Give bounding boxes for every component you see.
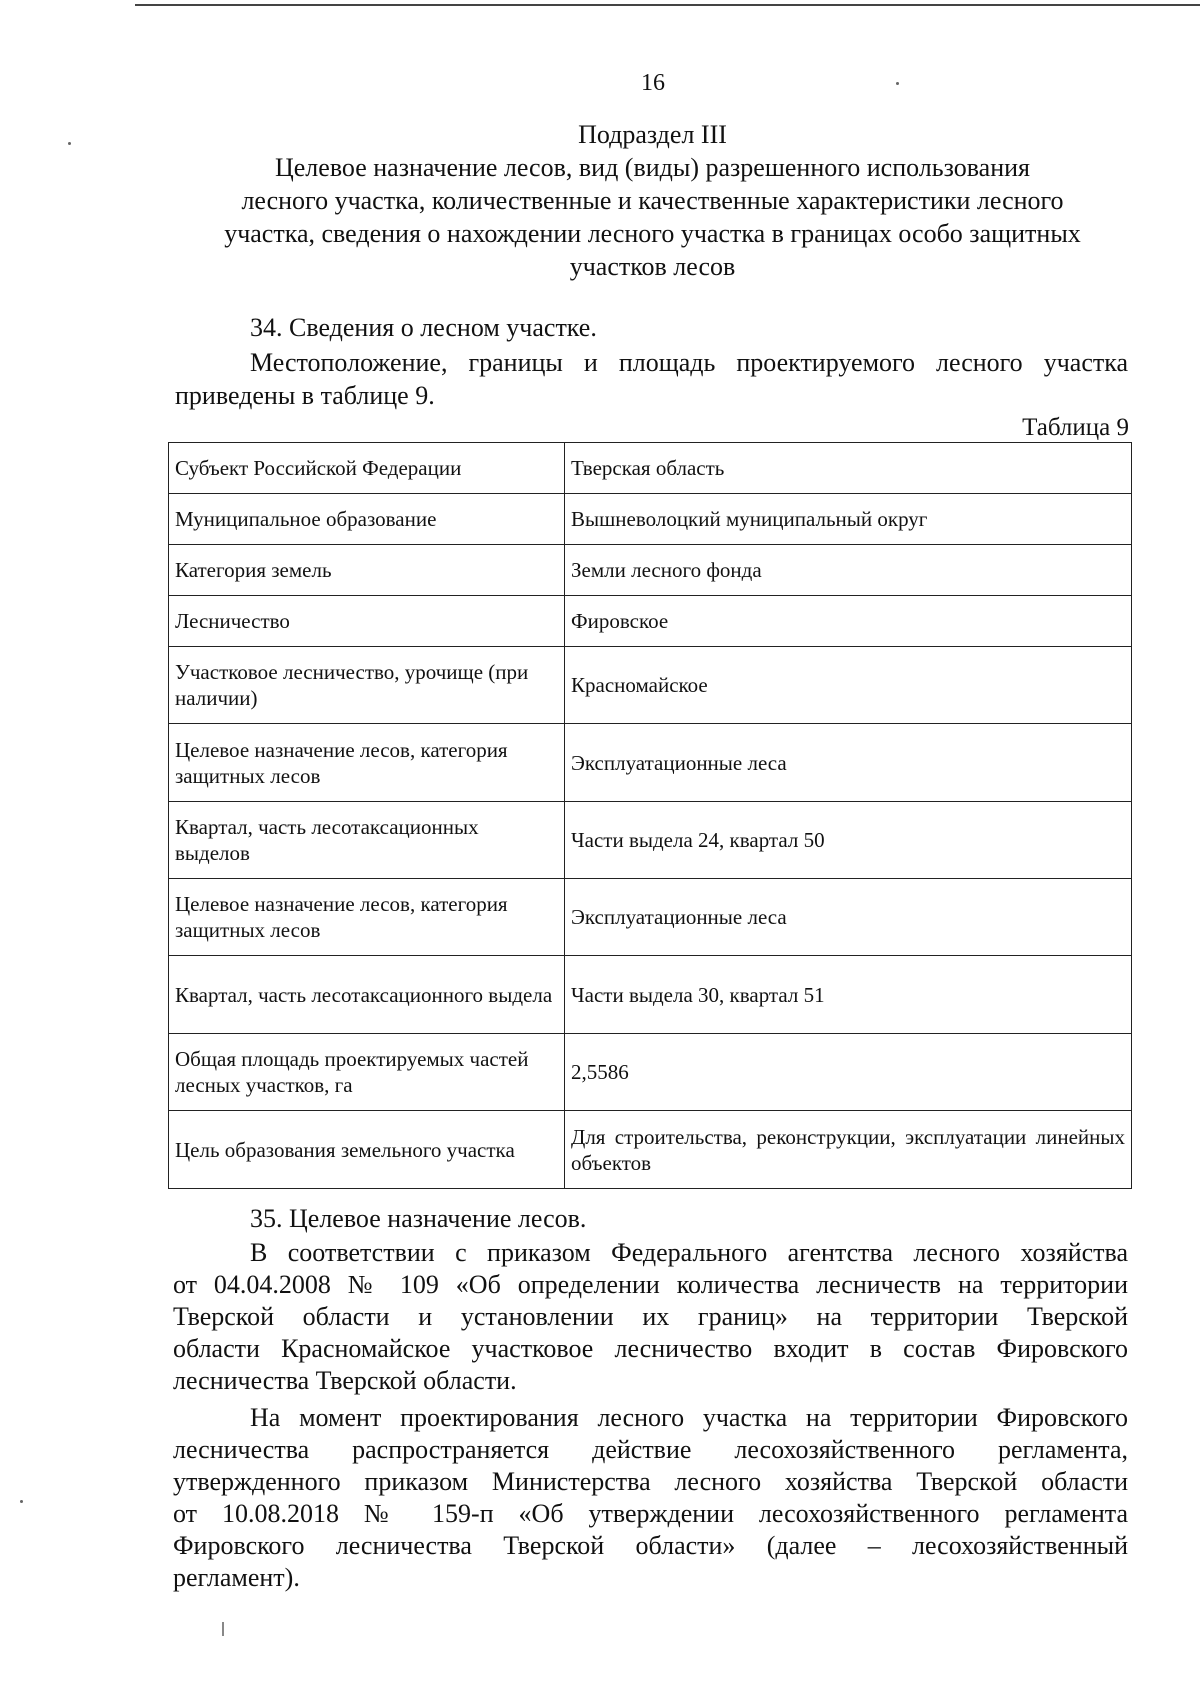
row-label: Участковое лесничество, урочище (при наличии) [169, 647, 565, 724]
heading-line: участков лесов [569, 252, 736, 281]
section-35-p2-line: Фировского лесничества Тверской области» (далее – лесохозяйственный [173, 1531, 1128, 1560]
row-label: Лесничество [169, 596, 565, 647]
scan-speck [222, 1622, 224, 1636]
row-value: Эксплуатационные леса [565, 879, 1132, 956]
section-35-p2-line: от 10.08.2018 № 159-п «Об утверждении лесохозяйственного регламента [173, 1499, 1128, 1528]
row-value: Для строительства, реконструкции, эксплуатации линейных объектов [565, 1111, 1132, 1189]
row-label: Субъект Российской Федерации [169, 443, 565, 494]
row-label: Квартал, часть лесотаксационного выдела [169, 956, 565, 1034]
table-row [169, 802, 1132, 879]
row-value: Земли лесного фонда [565, 545, 1132, 596]
table-row [169, 724, 1132, 802]
row-label: Общая площадь проектируемых частей лесных участков, га [169, 1034, 565, 1111]
table-row [169, 1111, 1132, 1189]
scan-speck [20, 1500, 23, 1503]
table-row [169, 443, 1132, 494]
heading-line: участка, сведения о нахождении лесного участка в границах особо защитных [224, 219, 1081, 248]
heading-line: Целевое назначение лесов, вид (виды) разрешенного использования [274, 153, 1030, 182]
table-row [169, 956, 1132, 1034]
scan-edge-line [135, 4, 1200, 6]
heading-line: лесного участка, количественные и качественные характеристики лесного [241, 186, 1064, 215]
section-35-p2-line: регламент). [173, 1563, 300, 1592]
row-value: Части выдела 30, квартал 51 [565, 956, 1132, 1034]
table-row [169, 545, 1132, 596]
row-label: Целевое назначение лесов, категория защитных лесов [169, 724, 565, 802]
row-label: Цель образования земельного участка [169, 1111, 565, 1189]
row-label: Целевое назначение лесов, категория защитных лесов [169, 879, 565, 956]
page-number: 16 [641, 70, 665, 96]
row-label: Категория земель [169, 545, 565, 596]
row-value: Тверская область [565, 443, 1132, 494]
table-row [169, 879, 1132, 956]
section-35-title: 35. Целевое назначение лесов. [250, 1204, 587, 1233]
row-value: Части выдела 24, квартал 50 [565, 802, 1132, 879]
row-label: Квартал, часть лесотаксационных выделов [169, 802, 565, 879]
table-row [169, 596, 1132, 647]
section-35-p1-line: В соответствии с приказом Федерального агентства лесного хозяйства [250, 1238, 1128, 1267]
table-caption: Таблица 9 [1022, 414, 1129, 441]
subsection-title: Подраздел III [578, 120, 727, 149]
table-row [169, 1034, 1132, 1111]
section-34-line: приведены в таблице 9. [175, 381, 435, 410]
row-label: Муниципальное образование [169, 494, 565, 545]
table-row [169, 494, 1132, 545]
scan-speck [68, 142, 71, 145]
table-row [169, 647, 1132, 724]
row-value: Красномайское [565, 647, 1132, 724]
section-35-p1-line: Тверской области и установлении их границ» на территории Тверской [173, 1302, 1128, 1331]
section-34-title: 34. Сведения о лесном участке. [250, 313, 597, 342]
section-35-p1-line: лесничества Тверской области. [173, 1366, 517, 1395]
section-35-p1-line: от 04.04.2008 № 109 «Об определении количества лесничеств на территории [173, 1270, 1128, 1299]
section-35-p2-line: утвержденного приказом Министерства лесного хозяйства Тверской области [173, 1467, 1128, 1496]
section-35-p2-line: лесничества распространяется действие лесохозяйственного регламента, [173, 1435, 1128, 1464]
section-35-p1-line: области Красномайское участковое лесничество входит в состав Фировского [173, 1334, 1128, 1363]
row-value: Фировское [565, 596, 1132, 647]
section-35-p2-line: На момент проектирования лесного участка на территории Фировского [250, 1403, 1128, 1432]
subsection-heading [170, 118, 1135, 283]
row-value: 2,5586 [565, 1034, 1132, 1111]
row-value: Вышневолоцкий муниципальный округ [565, 494, 1132, 545]
section-34-line: Местоположение, границы и площадь проектируемого лесного участка [250, 348, 1128, 377]
table-9 [168, 442, 1132, 1189]
row-value: Эксплуатационные леса [565, 724, 1132, 802]
